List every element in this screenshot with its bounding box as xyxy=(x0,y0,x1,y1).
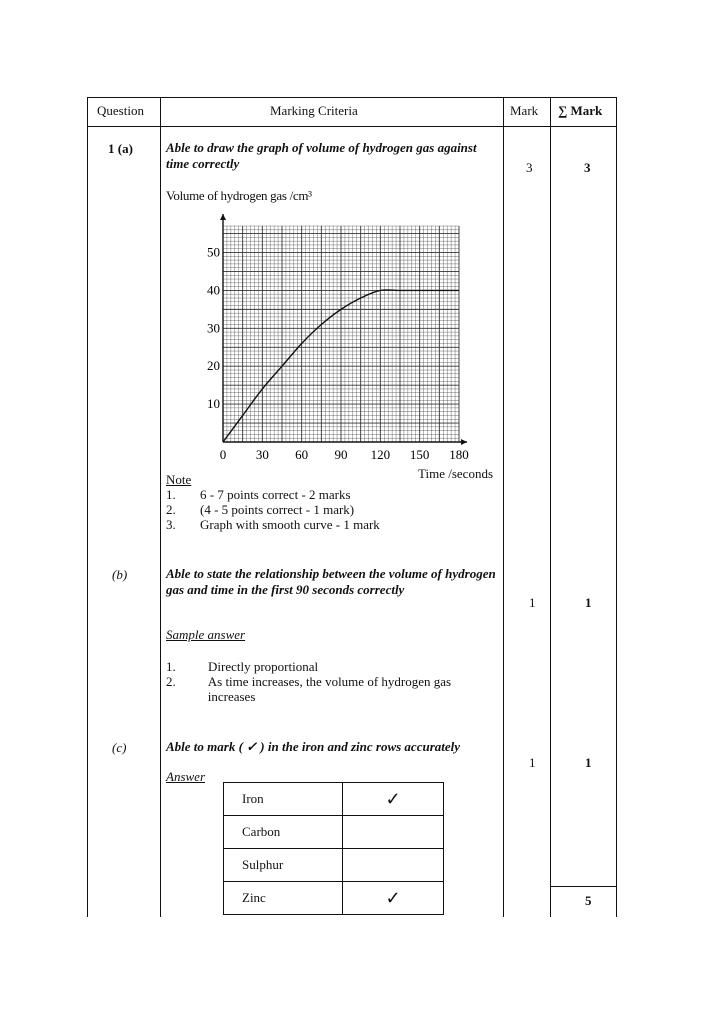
table-row xyxy=(224,783,444,816)
volume-time-graph xyxy=(190,210,510,480)
criteria-c: Able to mark ( ✓ ) in the iron and zinc rows accurately xyxy=(166,739,461,754)
element-answer-table xyxy=(223,782,444,915)
header-divider xyxy=(87,126,617,127)
total-divider xyxy=(550,886,617,887)
sample-answer-title: Sample answer xyxy=(166,627,246,642)
answer-title: Answer xyxy=(166,769,205,784)
y-tick-label: 20 xyxy=(207,358,220,374)
x-tick-label: 90 xyxy=(334,447,348,462)
criteria-a: Able to draw the graph of volume of hydrogen gas against time correctly xyxy=(166,140,477,171)
header-total-mark: ∑ Mark xyxy=(558,103,603,118)
x-axis-arrow xyxy=(461,439,467,445)
criteria-b: Able to state the relationship between the volume of hydrogen gas and time in the first 90 seconds correctly xyxy=(166,566,496,597)
header-mark: Mark xyxy=(510,103,539,118)
x-tick-label: 180 xyxy=(449,447,469,462)
tick-cell: ✓ xyxy=(343,783,444,816)
table-row xyxy=(224,816,444,849)
total-a: 3 xyxy=(584,160,591,175)
column-divider xyxy=(550,97,551,917)
x-tick-label: 120 xyxy=(370,447,391,462)
graph-ticks xyxy=(207,245,469,462)
mark-a: 3 xyxy=(526,160,533,175)
element-cell: Zinc xyxy=(224,882,343,915)
question-label-c: (c) xyxy=(112,740,127,755)
note-list xyxy=(166,487,380,532)
x-tick-label: 0 xyxy=(219,447,227,462)
header-question: Question xyxy=(97,103,144,118)
y-tick-label: 50 xyxy=(207,244,220,260)
y-axis-arrow xyxy=(220,214,226,220)
mark-b: 1 xyxy=(529,595,536,610)
question-label-a: 1 (a) xyxy=(108,141,133,156)
table-border-left xyxy=(87,97,88,917)
y-tick-label: 40 xyxy=(207,282,220,298)
total-c: 1 xyxy=(585,755,592,770)
table-border-top xyxy=(87,97,617,98)
y-tick-label: 10 xyxy=(207,396,220,412)
note-item: 3. Graph with smooth curve - 1 mark xyxy=(166,517,380,532)
element-cell: Carbon xyxy=(224,816,343,849)
header-criteria: Marking Criteria xyxy=(270,103,358,118)
tick-cell xyxy=(343,816,444,849)
column-divider xyxy=(160,97,161,917)
tick-cell: ✓ xyxy=(343,882,444,915)
answer-item: 1. Directly proportional xyxy=(166,659,319,674)
table-border-right xyxy=(616,97,617,917)
question-label-b: (b) xyxy=(112,567,128,582)
note-item: 2. (4 - 5 points correct - 1 mark) xyxy=(166,502,355,517)
y-tick-label: 30 xyxy=(207,320,220,336)
graph-grid xyxy=(223,226,459,442)
tick-cell xyxy=(343,849,444,882)
table-row xyxy=(224,849,444,882)
y-axis-label: Volume of hydrogen gas /cm³ xyxy=(166,188,312,203)
table-row xyxy=(224,882,444,915)
x-tick-label: 30 xyxy=(255,447,269,462)
mark-c: 1 xyxy=(529,755,536,770)
element-cell: Iron xyxy=(224,783,343,816)
element-cell: Sulphur xyxy=(224,849,343,882)
total-b: 1 xyxy=(585,595,592,610)
grand-total: 5 xyxy=(585,893,592,908)
note-title: Note xyxy=(166,472,192,487)
sample-answer-list xyxy=(166,659,496,704)
x-tick-label: 150 xyxy=(409,447,430,462)
x-tick-label: 60 xyxy=(295,447,309,462)
answer-item: 2. As time increases, the volume of hydrogen gas increases xyxy=(166,674,452,704)
x-axis-label: Time /seconds xyxy=(418,466,493,481)
note-item: 1. 6 - 7 points correct - 2 marks xyxy=(166,487,351,502)
